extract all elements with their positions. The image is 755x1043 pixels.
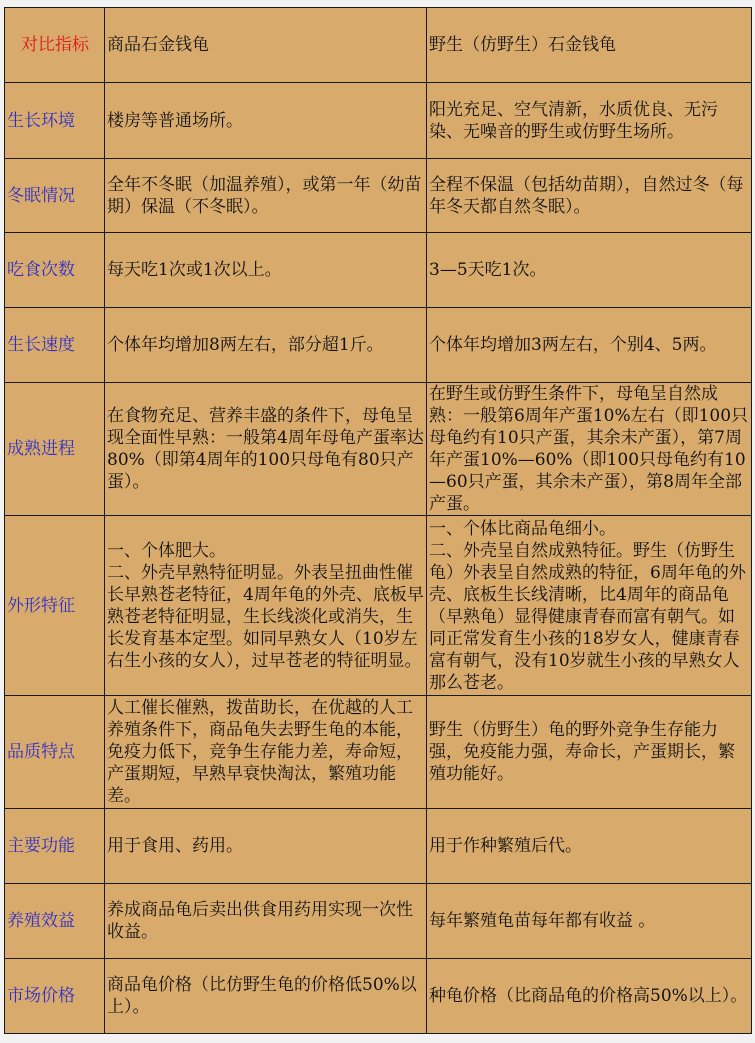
table-header-row — [5, 8, 752, 83]
commercial-cell: 每天吃1次或1次以上。 — [105, 233, 427, 308]
table-row — [5, 383, 752, 516]
wild-cell: 阳光充足、空气清新，水质优良、无污染、无噪音的野生或仿野生场所。 — [427, 83, 752, 159]
wild-cell: 在野生或仿野生条件下，母龟呈自然成熟：一般第6周年产蛋10%左右（即100只母龟约有10只产蛋，其余未产蛋），第7周年产蛋10%—60%（即100只母龟约有10—60只产蛋，其余未产蛋），第8周年全部产蛋。 — [427, 383, 752, 516]
commercial-cell: 个体年均增加8两左右，部分超1斤。 — [105, 308, 427, 383]
table-row — [5, 233, 752, 308]
table-row — [5, 516, 752, 696]
wild-cell: 每年繁殖龟苗每年都有收益 。 — [427, 884, 752, 959]
commercial-cell: 用于食用、药用。 — [105, 809, 427, 884]
table-row — [5, 159, 752, 233]
commercial-cell: 商品龟价格（比仿野生龟的价格低50%以上）。 — [105, 959, 427, 1034]
row-label: 冬眠情况 — [5, 159, 105, 233]
commercial-cell: 楼房等普通场所。 — [105, 83, 427, 159]
row-label: 市场价格 — [5, 959, 105, 1034]
row-label: 外形特征 — [5, 516, 105, 696]
wild-cell: 用于作种繁殖后代。 — [427, 809, 752, 884]
comparison-table — [4, 7, 752, 1034]
wild-cell — [427, 516, 752, 696]
row-label: 主要功能 — [5, 809, 105, 884]
header-metric: 对比指标 — [5, 8, 105, 83]
commercial-point-2: 二、外壳早熟特征明显。外表呈扭曲性催长早熟苍老特征，4周年龟的外壳、底板早熟苍老特征明显，生长线淡化或消失，生长发育基本定型。如同早熟女人（10岁左右生小孩的女人），过早苍老的特征明显。 — [107, 562, 424, 671]
table-row — [5, 959, 752, 1034]
row-label: 品质特点 — [5, 696, 105, 809]
commercial-cell — [105, 516, 427, 696]
header-wild: 野生（仿野生）石金钱龟 — [427, 8, 752, 83]
wild-cell: 3—5天吃1次。 — [427, 233, 752, 308]
wild-cell: 个体年均增加3两左右，个别4、5两。 — [427, 308, 752, 383]
commercial-cell: 人工催长催熟，拨苗助长，在优越的人工养殖条件下，商品龟失去野生龟的本能，免疫力低下，竞争生存能力差，寿命短，产蛋期短，早熟早衰快淘汰，繁殖功能差。 — [105, 696, 427, 809]
header-commercial: 商品石金钱龟 — [105, 8, 427, 83]
row-label: 养殖效益 — [5, 884, 105, 959]
wild-point-2: 二、外壳呈自然成熟特征。野生（仿野生龟）外表呈自然成熟的特征，6周年龟的外壳、底板生长线清晰，比4周年的商品龟（早熟龟）显得健康青春而富有朝气。如同正常发育生小孩的18岁女人，健康青春富有朝气，没有10岁就生小孩的早熟女人那么苍老。 — [429, 540, 746, 693]
table-row — [5, 809, 752, 884]
row-label: 吃食次数 — [5, 233, 105, 308]
wild-cell: 野生（仿野生）龟的野外竞争生存能力强，免疫能力强，寿命长，产蛋期长，繁殖功能好。 — [427, 696, 752, 809]
wild-cell: 全程不保温（包括幼苗期），自然过冬（每年冬天都自然冬眠）。 — [427, 159, 752, 233]
row-label: 成熟进程 — [5, 383, 105, 516]
table-row — [5, 308, 752, 383]
row-label: 生长环境 — [5, 83, 105, 159]
wild-cell: 种龟价格（比商品龟的价格高50%以上）。 — [427, 959, 752, 1034]
table-row — [5, 696, 752, 809]
commercial-point-1: 一、个体肥大。 — [107, 540, 226, 561]
wild-point-1: 一、个体比商品龟细小。 — [429, 518, 616, 539]
row-label: 生长速度 — [5, 308, 105, 383]
commercial-cell: 在食物充足、营养丰盛的条件下，母龟呈现全面性早熟：一般第4周年母龟产蛋率达80%（即第4周年的100只母龟有80只产蛋）。 — [105, 383, 427, 516]
table-row — [5, 83, 752, 159]
commercial-cell: 养成商品龟后卖出供食用药用实现一次性收益。 — [105, 884, 427, 959]
commercial-cell: 全年不冬眠（加温养殖），或第一年（幼苗期）保温（不冬眠）。 — [105, 159, 427, 233]
table-row — [5, 884, 752, 959]
